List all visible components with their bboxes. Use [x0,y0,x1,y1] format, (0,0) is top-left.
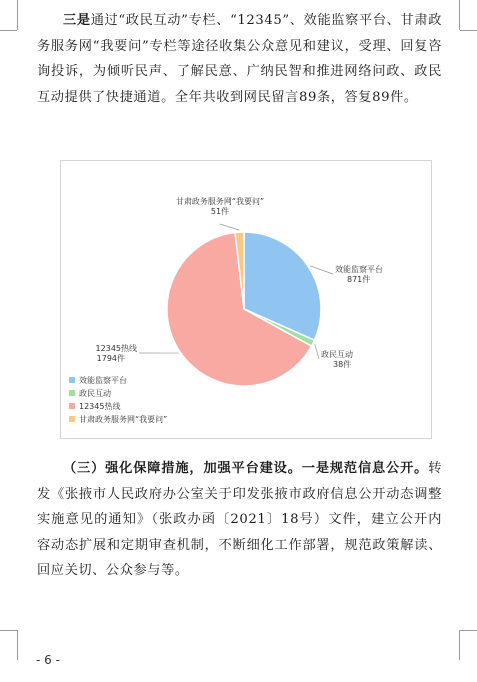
crop-mark-top-left-v [17,0,18,30]
leader-line-1 [315,344,319,359]
legend-swatch-2 [69,403,75,409]
paragraph-feedback-channels [37,8,442,110]
slice-name-label-0: 效能监察平台 [335,265,383,274]
legend-label-0: 效能监察平台 [79,376,127,385]
slice-value-label-2: 1794件 [96,354,125,363]
legend-swatch-3 [69,416,75,422]
legend-label-1: 政民互动 [79,389,111,398]
leader-line-0 [310,266,333,274]
crop-mark-top-left-h [0,30,17,31]
pie-chart-container [60,160,432,439]
crop-mark-bottom-right-h [460,630,477,631]
section-body: 转发《张掖市人民政府办公室关于印发张掖市政府信息公开动态调整实施意见的通知》（张政办函〔2021〕18号）文件，建立公开内容动态扩展和定期审查机制，不断细化工作部署，规范政策解读、回应关切、公众参与等。 [37,461,442,578]
leader-line-3 [220,224,239,230]
legend-label-2: 12345热线 [79,402,121,411]
legend-label-3: 甘肃政务服务网“我要问” [79,415,168,424]
slice-name-label-1: 政民互动 [321,350,353,359]
paragraph-platform-construction [37,456,442,584]
legend-swatch-0 [69,377,75,383]
slice-name-label-3: 甘肃政务服务网“我要问” [175,197,265,206]
crop-mark-bottom-left-h [0,630,17,631]
crop-mark-bottom-left-v [17,630,18,660]
legend-swatch-1 [69,390,75,396]
slice-value-label-1: 38件 [333,360,352,369]
slice-value-label-3: 51件 [210,207,230,216]
pie-chart [61,161,431,438]
crop-mark-top-right-v [459,0,460,30]
crop-mark-top-right-h [460,30,477,31]
paragraph-body: 通过“政民互动”专栏、“12345”、效能监察平台、甘肃政务服务网“我要问”专栏等途径收集公众意见和建议，受理、回复咨询投诉，为倾听民声、了解民意、广纳民智和推进网络问政、政民互动提供了快捷通道。全年共收到网民留言89条，答复89件。 [37,13,442,105]
paragraph-lead: 三是 [63,13,91,28]
slice-value-label-0: 871件 [347,275,371,284]
crop-mark-bottom-right-v [459,630,460,660]
slice-name-label-2: 12345热线 [95,344,137,353]
section-heading: （三）强化保障措施，加强平台建设。一是规范信息公开。 [63,461,429,476]
page-number: - 6 - [36,653,60,667]
